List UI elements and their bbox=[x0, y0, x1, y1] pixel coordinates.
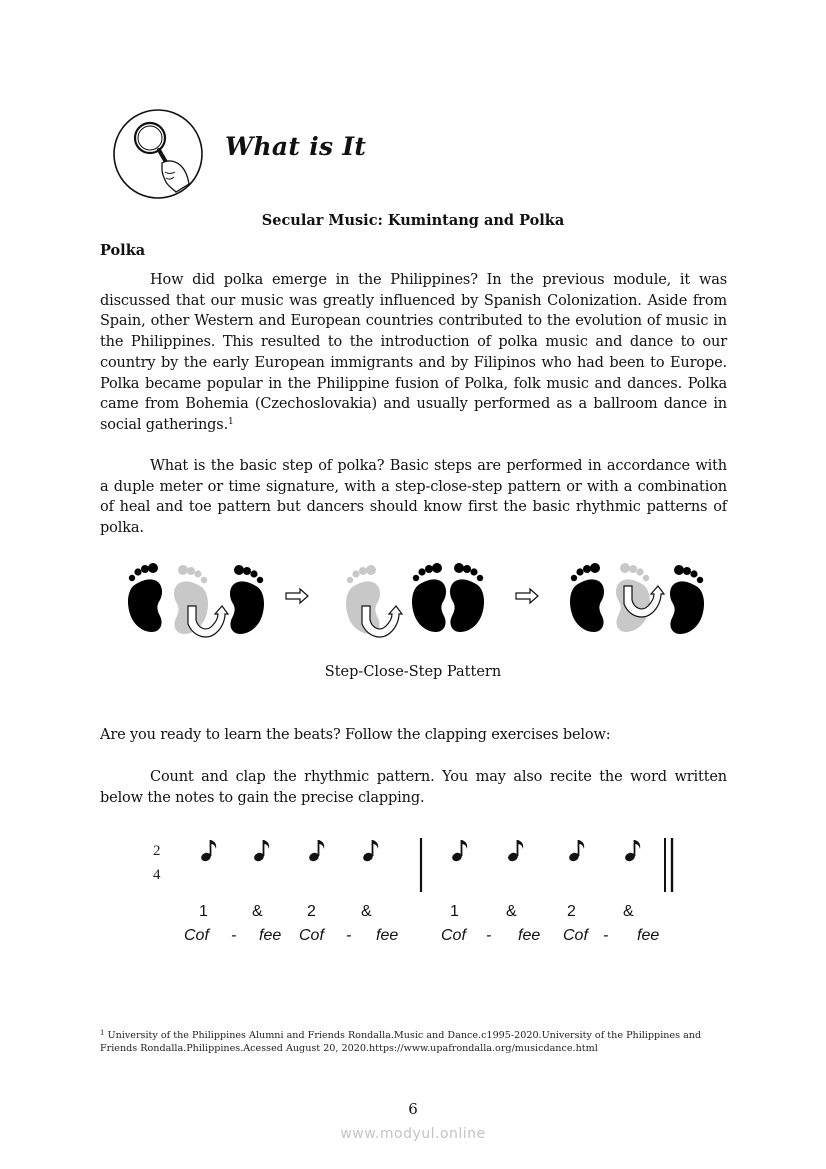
syllable-label: - bbox=[346, 927, 352, 944]
count-label: & bbox=[506, 903, 517, 920]
magnifying-glass-icon bbox=[112, 108, 204, 200]
eighth-note-icon bbox=[507, 840, 523, 863]
paragraph-count-clap bbox=[100, 767, 727, 808]
page-title: What is It bbox=[225, 132, 367, 161]
foot-solid-icon bbox=[128, 563, 162, 632]
foot-solid-icon bbox=[230, 565, 264, 634]
syllable-label: - bbox=[603, 927, 609, 944]
syllable-label: Cof bbox=[441, 927, 466, 944]
paragraph-text: What is the basic step of polka? Basic steps are performed in accordance with a duple meter or time signature, with a step-close-step pattern or with a combination of heal and toe pattern but dancers should know first the basic rhythmic patterns of polka. bbox=[100, 458, 727, 537]
count-label: 1 bbox=[199, 903, 208, 920]
foot-solid-icon bbox=[412, 563, 446, 632]
eighth-note-icon bbox=[308, 840, 324, 863]
page-number: 6 bbox=[408, 1100, 418, 1118]
footnote-marker: 1 bbox=[100, 1029, 105, 1037]
foot-solid-icon bbox=[570, 563, 604, 632]
count-label: 1 bbox=[450, 903, 459, 920]
count-label: 2 bbox=[567, 903, 576, 920]
subheading-polka: Polka bbox=[100, 242, 146, 259]
foot-solid-icon bbox=[670, 565, 704, 634]
right-arrow-icon bbox=[516, 589, 538, 603]
syllable-label: fee bbox=[518, 927, 541, 944]
count-label: & bbox=[252, 903, 263, 920]
count-label: 2 bbox=[307, 903, 316, 920]
right-arrow-icon bbox=[286, 589, 308, 603]
eighth-note-icon bbox=[200, 840, 216, 863]
eighth-note-icon bbox=[362, 840, 378, 863]
syllable-label: fee bbox=[259, 927, 282, 944]
paragraph-text: Count and clap the rhythmic pattern. You may also recite the word written below the notes to gain the precise clapping. bbox=[100, 769, 727, 806]
curved-arrow-icon bbox=[362, 606, 402, 637]
section-title: Secular Music: Kumintang and Polka bbox=[261, 212, 565, 229]
syllable-label: - bbox=[231, 927, 237, 944]
step-close-step-figure bbox=[122, 560, 712, 640]
paragraph-ready: Are you ready to learn the beats? Follow the clapping exercises below: bbox=[100, 727, 611, 743]
syllable-label: fee bbox=[637, 927, 660, 944]
footnote bbox=[100, 1030, 740, 1055]
step-group-1 bbox=[128, 563, 264, 637]
foot-solid-icon bbox=[450, 563, 484, 632]
footnote-ref[interactable]: 1 bbox=[228, 416, 234, 427]
eighth-note-icon bbox=[253, 840, 269, 863]
footnote-text: University of the Philippines Alumni and Friends Rondalla.Music and Dance.c1995-2020.University of the Philippines and Friends Rondalla.Philippines.Acessed August 20, 2020.https://www.upafrondalla.org/musicdance.html bbox=[100, 1030, 702, 1054]
eighth-note-icon bbox=[624, 840, 640, 863]
watermark[interactable]: www.modyul.online bbox=[340, 1126, 486, 1142]
step-group-3 bbox=[570, 563, 704, 634]
syllable-label: Cof bbox=[299, 927, 324, 944]
paragraph-polka-origin bbox=[100, 270, 727, 436]
figure-caption: Step-Close-Step Pattern bbox=[324, 664, 502, 680]
time-signature-top: 2 bbox=[153, 843, 161, 859]
paragraph-basic-step bbox=[100, 456, 727, 539]
syllable-label: Cof bbox=[563, 927, 588, 944]
foot-faded-icon bbox=[616, 563, 650, 632]
rhythm-exercise bbox=[140, 830, 700, 950]
eighth-note-icon bbox=[451, 840, 467, 863]
step-group-2 bbox=[346, 563, 484, 637]
syllable-label: - bbox=[486, 927, 492, 944]
paragraph-text: How did polka emerge in the Philippines? In the previous module, it was discussed that our music was greatly influenced by Spanish Colonization. Aside from Spain, other Western and European countries contributed to the evolution of music in the Philippines. This resulted to the introduction of polka music and dance to our country by the early European immigrants and by Filipinos who had been to Europe. Polka became popular in the Philippine fusion of Polka, folk music and dances. Polka came from Bohemia (Czechoslovakia) and usually performed as a ballroom dance in social gatherings. bbox=[100, 272, 727, 433]
eighth-note-icon bbox=[568, 840, 584, 863]
curved-arrow-icon bbox=[188, 606, 228, 637]
count-label: & bbox=[361, 903, 372, 920]
syllable-label: Cof bbox=[184, 927, 209, 944]
syllable-label: fee bbox=[376, 927, 399, 944]
count-label: & bbox=[623, 903, 634, 920]
time-signature-bottom: 4 bbox=[153, 867, 161, 883]
